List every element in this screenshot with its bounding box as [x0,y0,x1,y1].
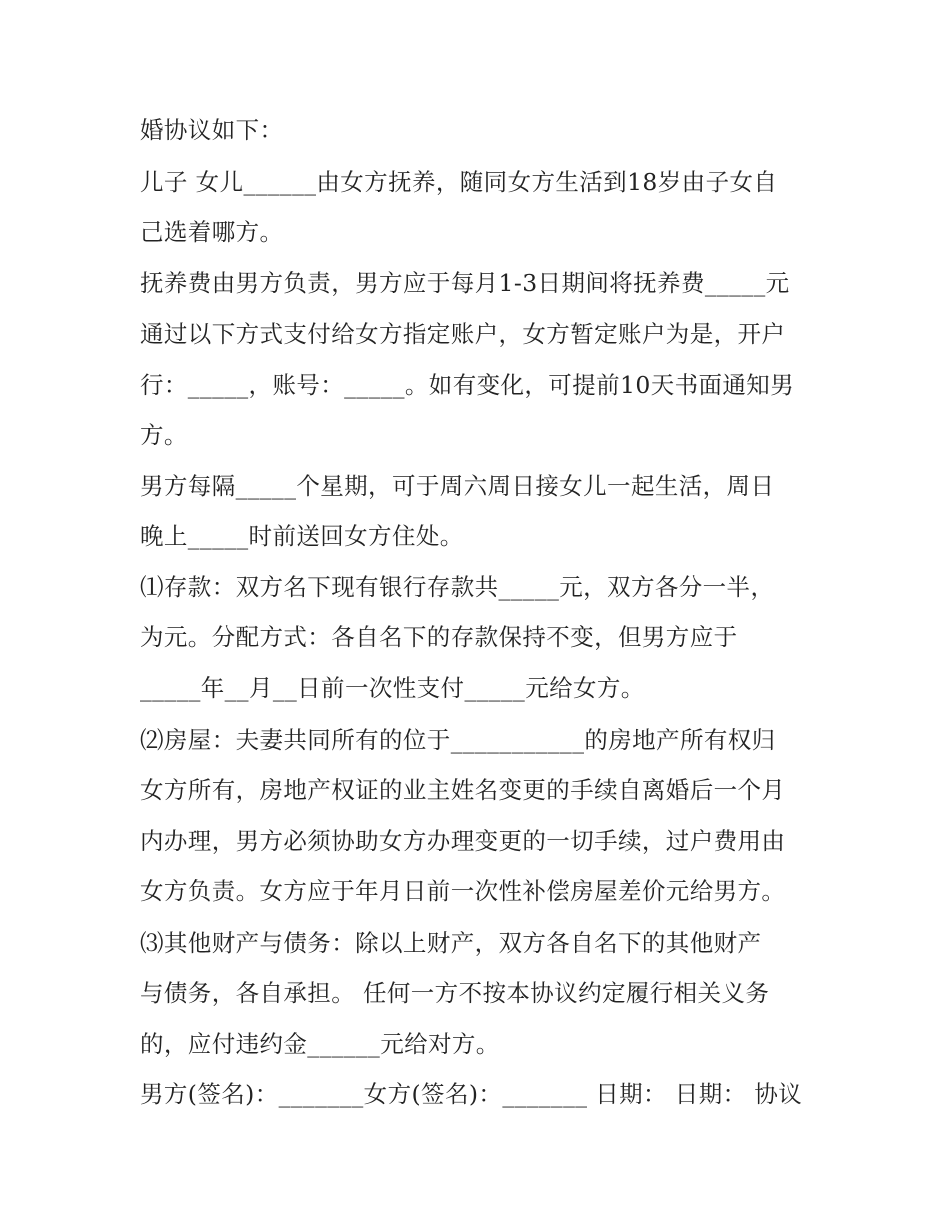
text-line: 为元。分配方式：各自名下的存款保持不变，但男方应于 [140,623,738,651]
text-line: 与债务，各自承担。 任何一方不按本协议约定履行相关义务 [140,979,770,1007]
text-line: 抚养费由男方负责，男方应于每月1-3日期间将抚养费_____元 [140,269,790,297]
text-line: 己选着哪方。 [140,218,284,246]
text-line: 晚上_____时前送回女方住处。 [140,522,464,550]
text-line: ⑶其他财产与债务：除以上财产，双方各自名下的其他财产 [140,929,762,957]
text-line: 的，应付违约金______元给对方。 [140,1030,500,1058]
text-line: 方。 [140,421,188,449]
text-line: 儿子 女儿______由女方抚养，随同女方生活到18岁由子女自 [140,168,778,196]
text-line: _____年__月__日前一次性支付_____元给女方。 [140,674,645,702]
text-line: 女方所有，房地产权证的业主姓名变更的手续自离婚后一个月 [140,776,786,804]
text-line: ⑴存款：双方名下现有银行存款共_____元，双方各分一半， [140,573,775,601]
text-line: 通过以下方式支付给女方指定账户，女方暂定账户为是，开户 [140,320,786,348]
text-line: 婚协议如下： [140,116,284,144]
text-line: 内办理，男方必须协助女方办理变更的一切手续，过户费用由 [140,827,786,855]
text-line: ⑵房屋：夫妻共同所有的位于___________的房地产所有权归 [140,726,776,754]
text-line: 女方负责。女方应于年月日前一次性补偿房屋差价元给男方。 [140,877,786,905]
text-line: 行：_____，账号：_____。如有变化，可提前10天书面通知男 [140,371,795,399]
text-line: 男方每隔_____个星期，可于周六周日接女儿一起生活，周日 [140,472,775,500]
signature-line: 男方(签名)：_______女方(签名)：_______ 日期： 日期： 协议 [140,1080,803,1108]
